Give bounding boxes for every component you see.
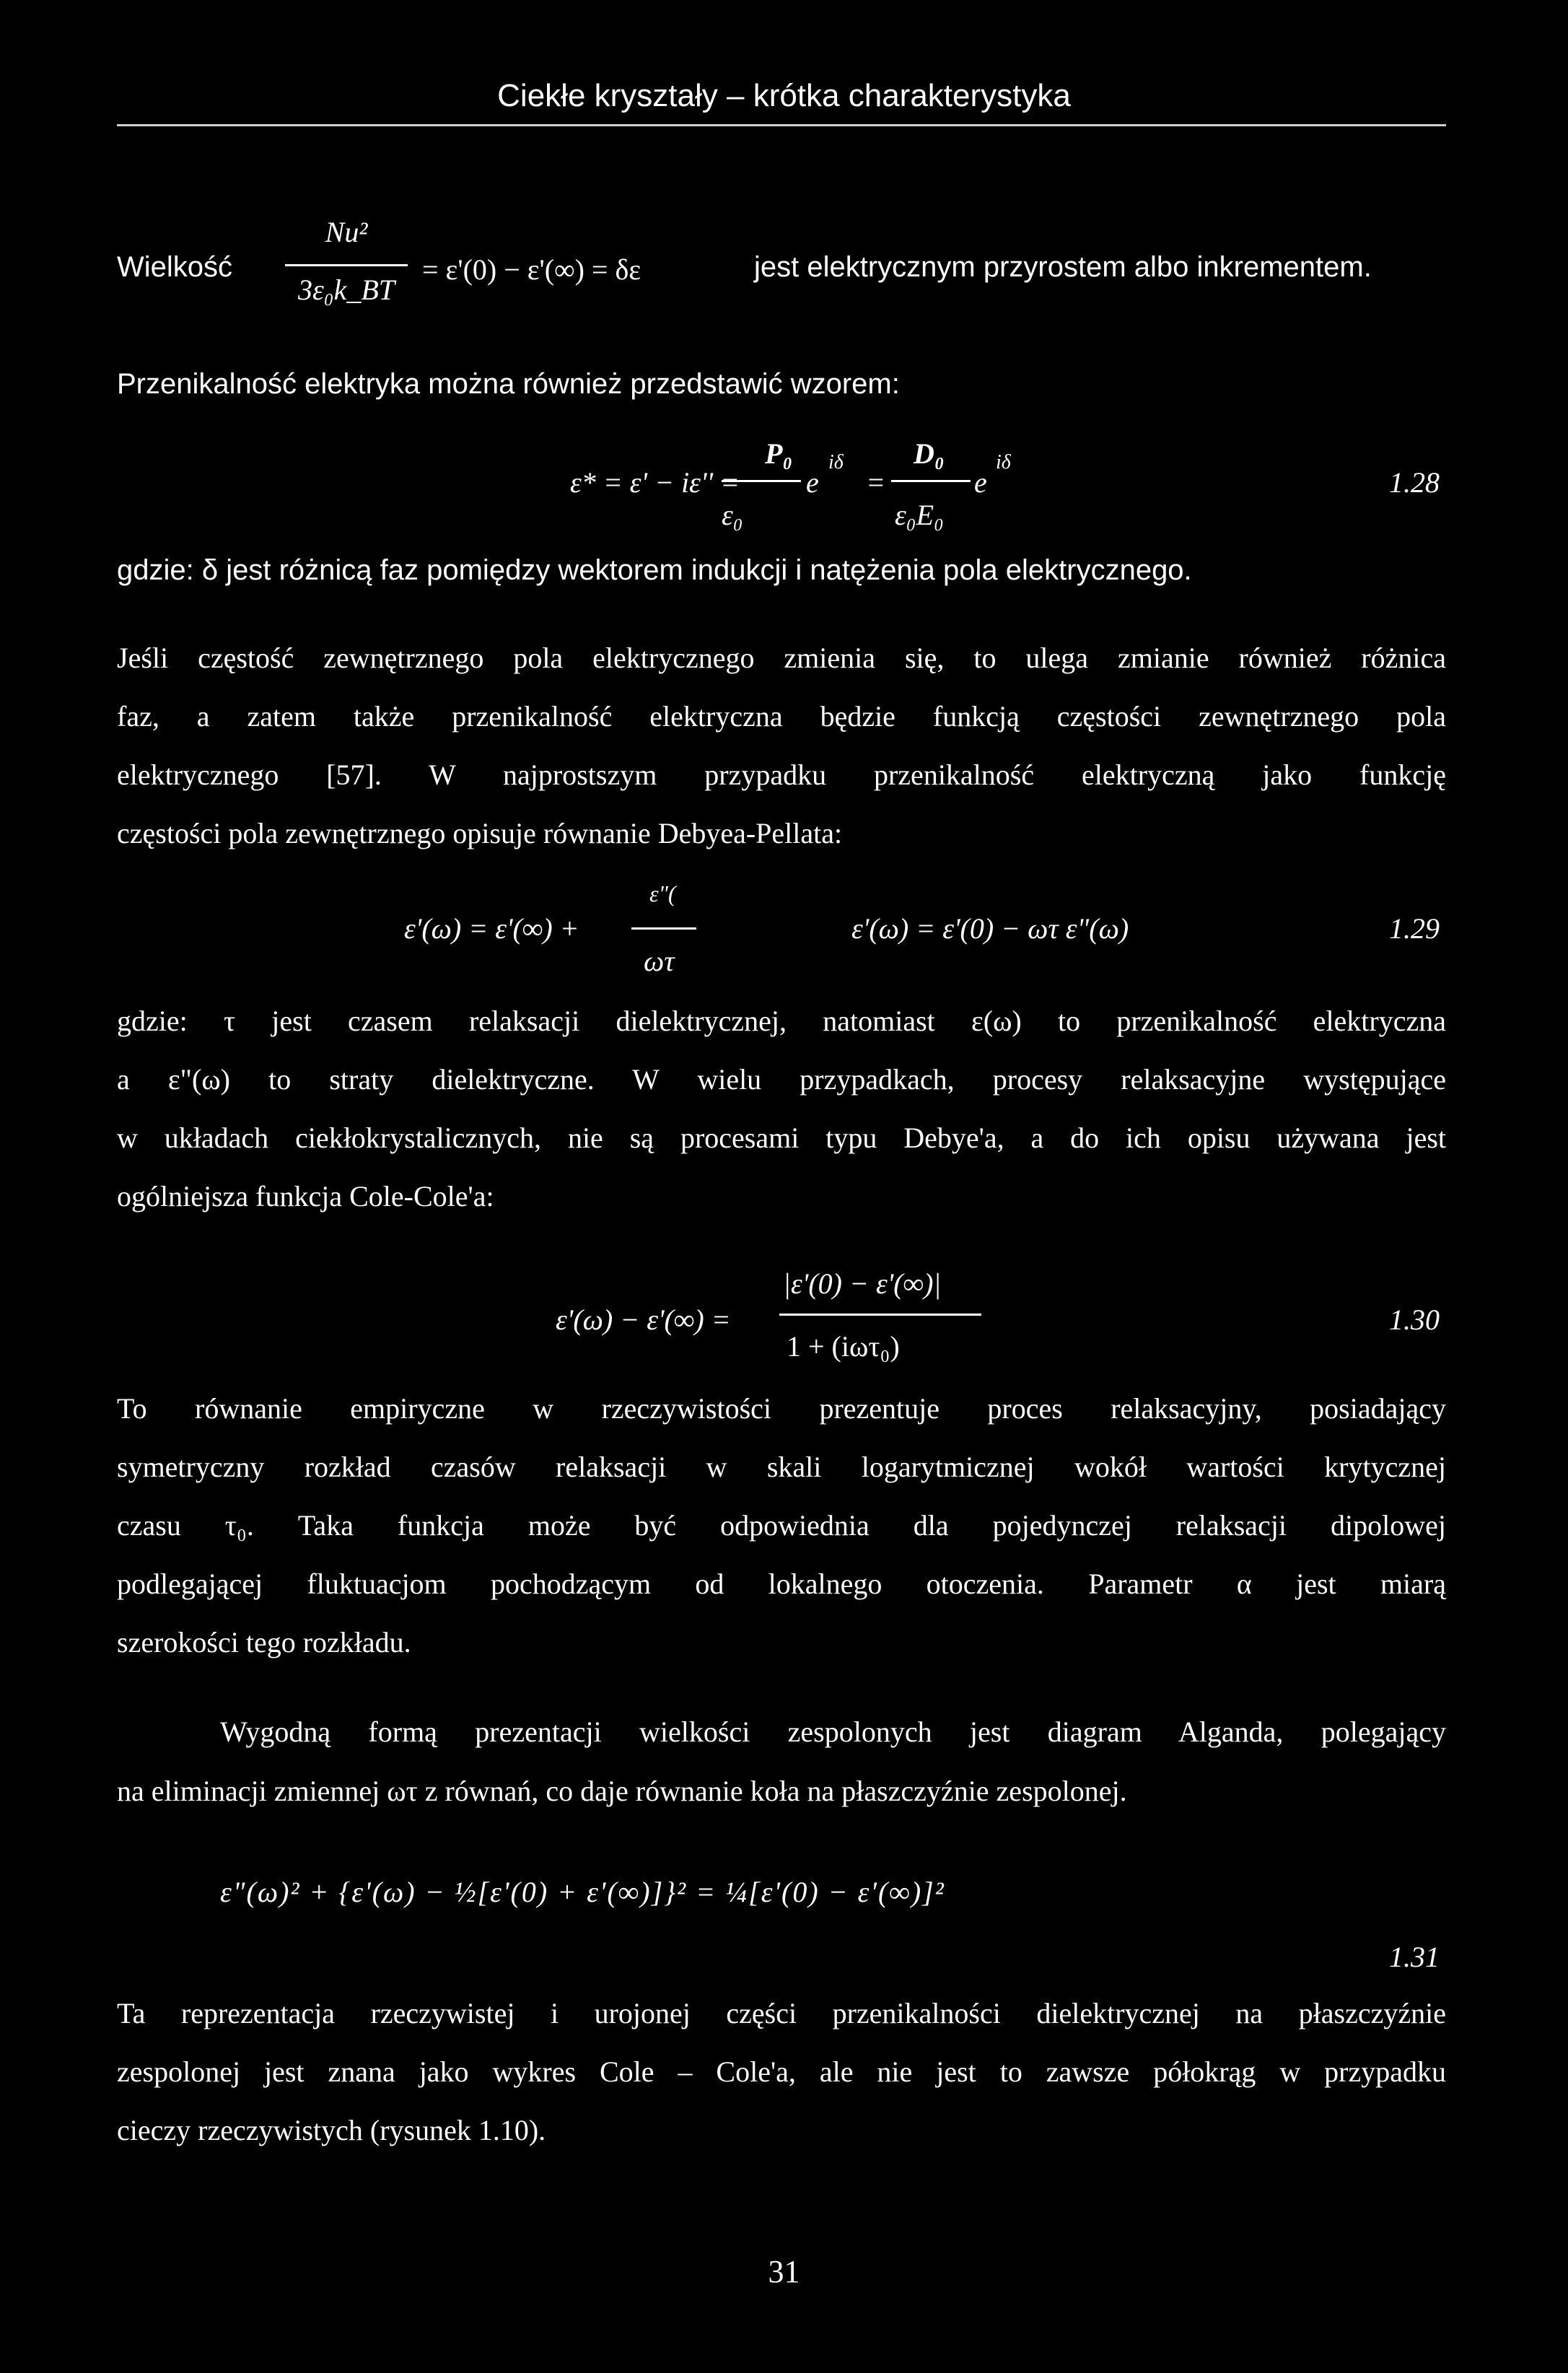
para4-line-3: czasu τ₀. Taka funkcja może być odpowiednia dla pojedynczej relaksacji dipolowej [117,1509,1446,1542]
para6-line-3: cieczy rzeczywistych (rysunek 1.10). [117,2114,546,2146]
eq130-number: 1.30 [1389,1303,1440,1336]
eq128-frac2-denominator: ε₀E₀ [895,499,945,531]
intro-paragraph: Przenikalność elektryka można również przedstawić wzorem: [117,368,900,400]
eq-inline-fraction-line [285,264,408,266]
para3-line-3: w układach ciekłokrystalicznych, nie są procesami typu Debye'a, a do ich opisu używana jest [117,1122,1446,1154]
para2-line-3: elektrycznego [57]. W najprostszym przypadku przenikalność elektryczną jako funkcję [117,759,1446,791]
running-header: Ciekłe kryształy – krótka charakterystyka [497,78,1071,113]
eq129-lhs: ε'(ω) = ε'(∞) + [404,912,579,945]
eq-inline-numerator: Nu² [325,216,368,248]
eq129-number: 1.29 [1389,912,1440,945]
para4-line-5: szerokości tego rozkładu. [117,1626,411,1659]
eq129-frac-line [631,927,696,930]
eq129-frac-numerator: ε"( [649,880,676,906]
eq130-frac-numerator: |ε'(0) − ε'(∞)| [783,1267,942,1300]
eq-inline-denominator: 3ε₀k_BT [297,274,395,306]
eq130-lhs: ε'(ω) − ε'(∞) = [556,1303,731,1336]
para6-line-1: Ta reprezentacja rzeczywistej i urojonej części przenikalności dielektrycznej na płaszczyźnie [117,1997,1446,2029]
eq128-lhs: ε* = ε' − iε'' = [570,466,740,499]
para2-line-1: Jeśli częstość zewnętrznego pola elektrycznego zmienia się, to ulega zmianie również różnica [117,642,1446,674]
eq128-frac2-numerator: D₀ [914,437,945,470]
para3-line-4: ogólniejsza funkcja Cole-Cole'a: [117,1180,494,1212]
para5-line-1: Wygodną formą prezentacji wielkości zespolonych jest diagram Alganda, polegający [220,1716,1446,1748]
para4-line-4: podlegającej fluktuacjom pochodzącym od lokalnego otoczenia. Parametr α jest miarą [117,1568,1446,1600]
para2-line-2: faz, a zatem także przenikalność elektryczna będzie funkcją częstości zewnętrznego pola [117,700,1446,733]
para5-line-2: na eliminacji zmiennej ωτ z równań, co daje równanie koła na płaszczyźnie zespolonej. [117,1775,1127,1807]
eq128-equals: = [866,466,885,499]
para3-line-2: a ε"(ω) to straty dielektryczne. W wielu przypadkach, procesy relaksacyjne występujące [117,1063,1446,1096]
gdzie-delta-line: gdzie: δ jest różnicą faz pomiędzy wektorem indukcji i natężenia pola elektrycznego. [117,554,1192,586]
para2-line-4: częstości pola zewnętrznego opisuje równanie Debyea-Pellata: [117,817,843,849]
page-number: 31 [768,2254,800,2289]
eq128-frac1-denominator: ε₀ [722,499,743,531]
eq129-frac-denominator: ωτ [644,945,675,977]
eq-inline-expression: = ε'(0) − ε'(∞) = δε [422,253,641,286]
eq128-frac2-line [891,480,971,482]
eq128-frac1-line [722,480,801,482]
eq128-exp2-sup: iδ [996,451,1011,473]
eq131-number: 1.31 [1389,1941,1440,1973]
eq-inline-prefix: Wielkość [117,251,233,283]
eq128-frac1-numerator: P₀ [765,437,793,470]
eq128-exp1-sup: iδ [828,451,844,473]
para4-line-2: symetryczny rozkład czasów relaksacji w skali logarytmicznej wokół wartości krytycznej [117,1451,1446,1483]
eq128-exp1: e [806,466,819,499]
eq128-number: 1.28 [1389,466,1440,499]
header-rule [117,124,1446,126]
para3-line-1: gdzie: τ jest czasem relaksacji dielektrycznej, natomiast ε(ω) to przenikalność elektryczna [117,1005,1446,1037]
para6-line-2: zespolonej jest znana jako wykres Cole – Cole'a, ale nie jest to zawsze półokrąg w przypadku [117,2055,1446,2088]
eq130-frac-denominator: 1 + (iωτ₀) [787,1330,900,1363]
eq130-frac-line [779,1314,981,1316]
eq129-rhs: ε'(ω) = ε'(0) − ωτ ε"(ω) [851,912,1129,945]
eq-inline-suffix: jest elektrycznym przyrostem albo inkrementem. [754,251,1372,283]
para4-line-1: To równanie empiryczne w rzeczywistości prezentuje proces relaksacyjny, posiadający [117,1392,1446,1425]
eq128-exp2: e [974,466,987,499]
eq131-expression: ε"(ω)² + {ε'(ω) − ½[ε'(0) + ε'(∞)]}² = ¼[ε'(0) − ε'(∞)]² [220,1876,945,1908]
